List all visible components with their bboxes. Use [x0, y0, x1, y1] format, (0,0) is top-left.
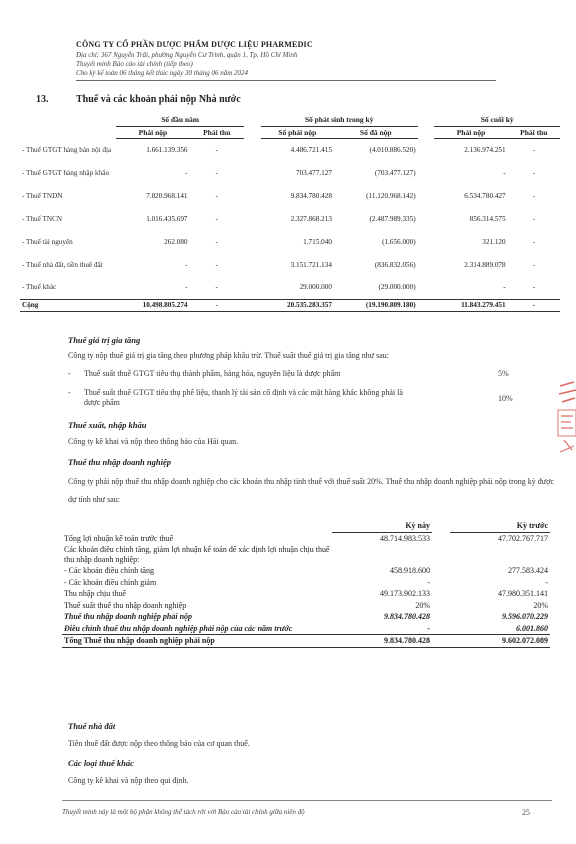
cit-row-label: - Các khoản điều chỉnh tăng [64, 566, 154, 575]
tax-cell: - [215, 214, 218, 223]
tax-row-label: - Thuế TNDN [22, 191, 63, 200]
tax-cell: - [532, 168, 535, 177]
cit-prior-value: 47.980.351.141 [498, 589, 548, 598]
section-number: 13. [36, 94, 49, 105]
tax-cell: 6.534.780.427 [464, 191, 506, 200]
bullet-dash: - [68, 388, 71, 397]
cit-table [62, 520, 550, 648]
tax-cell: 856.314.575 [469, 214, 506, 223]
tax-row [20, 230, 560, 253]
cit-row-label: Thu nhập chịu thuế [64, 589, 126, 598]
tax-cell: 262.080 [164, 237, 188, 246]
tax-row [20, 161, 560, 184]
total-label: Cộng [20, 299, 116, 311]
vat-intro: Công ty nộp thuế giá trị gia tăng theo phương pháp khấu trừ. Thuế suất thuế giá trị gia tăng như sau: [68, 351, 390, 360]
cit-row-label: Thuế thu nhập doanh nghiệp phải nộp [64, 612, 193, 621]
cit-row [62, 565, 550, 577]
cit-prior-value: - [545, 577, 548, 587]
cit-row-label: Điều chỉnh thuế thu nhập doanh nghiệp phải nộp của các năm trước [64, 623, 293, 633]
tax-cell: (703.477.127) [374, 168, 416, 177]
total-cell: 20.535.283.357 [261, 299, 334, 311]
tax-cell: (836.832.056) [374, 260, 416, 269]
tax-cell: 2.314.889.078 [464, 260, 506, 269]
vat-heading: Thuế giá trị gia tăng [68, 335, 141, 345]
tax-cell: 1.016.435.697 [146, 214, 188, 223]
cit-row-label: - Các khoản điều chỉnh giảm [64, 577, 157, 587]
total-cell: 11.843.279.451 [434, 299, 507, 311]
tax-cell: - [215, 283, 218, 292]
tax-cell: - [503, 168, 506, 177]
cit-total-label: Tổng Thuế thu nhập doanh nghiệp phải nộp [62, 635, 332, 648]
total-cell: 10.498.805.274 [116, 299, 189, 311]
tax-row [20, 138, 560, 161]
tax-cell: 7.820.968.141 [146, 191, 188, 200]
tax-row-label: - Thuế TNCN [22, 214, 63, 223]
tax-payable-table [20, 113, 560, 312]
tax-cell: (4.010.886.520) [369, 145, 416, 154]
cit-current-value: 48.714.983.533 [380, 533, 430, 543]
cit-current-value: 9.834.780.428 [384, 612, 430, 621]
cit-prior-value: 47.702.767.717 [498, 533, 548, 543]
total-cell: (19.190.809.180) [334, 299, 418, 311]
land-tax-text: Tiền thuê đất được nộp theo thông báo của cơ quan thuế. [68, 739, 250, 748]
footer-divider [62, 800, 552, 801]
import-export-heading: Thuế xuất, nhập khẩu [68, 420, 147, 430]
tax-cell: - [532, 214, 535, 223]
col-head: Phải thu [508, 126, 560, 138]
cit-current-value: - [427, 577, 430, 587]
company-name: CÔNG TY CỔ PHẦN DƯỢC PHẨM DƯỢC LIỆU PHARMEDIC [76, 40, 313, 49]
tax-row-label: - Thuế nhà đất, tiền thuê đất [22, 260, 103, 269]
cit-prior-value: 9.596.070.229 [502, 612, 548, 621]
company-address: Địa chỉ: 367 Nguyễn Trãi, phường Nguyễn Cư Trinh, quận 1, Tp. Hồ Chí Minh [76, 51, 298, 59]
tax-cell: - [503, 283, 506, 292]
cit-total-row [62, 635, 550, 648]
cit-current-value [332, 544, 432, 565]
bullet-dash: - [68, 369, 71, 378]
col-group-opening: Số đầu năm [116, 113, 244, 126]
cit-prior-value: 6.001.860 [516, 623, 548, 633]
col-head: Phải nộp [116, 126, 189, 138]
cit-row [62, 532, 550, 544]
cit-row-label: Thuế suất thuế thu nhập doanh nghiệp [64, 600, 187, 610]
tax-cell: - [185, 283, 188, 292]
cit-current-value: 20% [415, 600, 430, 610]
col-head: Phải thu [190, 126, 244, 138]
tax-cell: (1.656.000) [382, 237, 416, 246]
vat-item-rate: 10% [498, 394, 513, 403]
cit-text: Công ty phải nộp thuế thu nhập doanh nghiệp cho các khoản thu nhập tính thuế với thuế suất 20%. Thuế thu nhập doanh nghiệp phải nộp trong kỳ được dự tính như sau: [68, 477, 554, 504]
cit-current-value: - [427, 623, 430, 633]
page-number: 25 [522, 808, 530, 817]
tax-total-row [20, 299, 560, 311]
vat-item-text: Thuế suất thuế GTGT tiêu thụ phế liệu, thanh lý tài sản cố định và các mặt hàng khác không phải là dược phẩm [84, 388, 403, 407]
tax-cell: 4.486.721.415 [290, 145, 332, 154]
header-divider [76, 80, 496, 81]
cit-col-current: Kỳ này [332, 520, 432, 532]
tax-cell: - [532, 191, 535, 200]
tax-cell: 703.477.127 [295, 168, 332, 177]
period-note: Cho kỳ kế toán 06 tháng kết thúc ngày 30 tháng 06 năm 2024 [76, 69, 249, 77]
cit-total-current: 9.834.780.428 [332, 635, 432, 648]
cit-row [62, 600, 550, 612]
tax-cell: - [185, 168, 188, 177]
tax-cell: 2.327.868.213 [290, 214, 332, 223]
cit-row-label: Tổng lợi nhuận kế toán trước thuế [64, 533, 174, 543]
tax-cell: 1.661.139.356 [146, 145, 188, 154]
tax-cell: 9.834.780.428 [290, 191, 332, 200]
cit-current-value: 458.918.600 [390, 566, 430, 575]
tax-row-label: - Thuế khác [22, 283, 57, 292]
tax-cell: - [215, 237, 218, 246]
tax-cell: - [532, 283, 535, 292]
tax-cell: 321.120 [482, 237, 506, 246]
other-tax-text: Công ty kê khai và nộp theo qui định. [68, 776, 189, 785]
vat-item-rate: 5% [498, 369, 509, 378]
cit-prior-value: 277.583.424 [508, 566, 548, 575]
tax-row-label: - Thuế GTGT hàng nhập khẩu [22, 168, 109, 177]
cit-row [62, 623, 550, 635]
total-cell: - [508, 299, 560, 311]
tax-row-label: - Thuế GTGT hàng bán nội địa [22, 145, 112, 154]
tax-cell: - [215, 260, 218, 269]
cit-prior-value: 20% [533, 600, 548, 610]
col-head: Số phải nộp [261, 126, 334, 138]
report-note: Thuyết minh Báo cáo tài chính (tiếp theo) [76, 60, 193, 68]
cit-current-value: 49.173.902.133 [380, 589, 430, 598]
col-head: Phải nộp [434, 126, 507, 138]
tax-cell: - [215, 145, 218, 154]
import-export-text: Công ty kê khai và nộp theo thông báo của Hải quan. [68, 437, 239, 446]
tax-cell: - [185, 260, 188, 269]
tax-cell: 3.151.721.134 [290, 260, 332, 269]
col-head: Số đã nộp [334, 126, 418, 138]
tax-cell: (11.120.968.142) [366, 191, 416, 200]
total-cell: - [190, 299, 244, 311]
tax-cell: (29.000.000) [378, 283, 416, 292]
tax-cell: 1.715.040 [303, 237, 332, 246]
col-group-closing: Số cuối kỳ [434, 113, 560, 126]
tax-cell: - [215, 168, 218, 177]
cit-row [62, 544, 550, 565]
cit-prior-value [450, 544, 550, 565]
tax-row [20, 207, 560, 230]
tax-cell: 29.000.000 [299, 283, 332, 292]
tax-row [20, 184, 560, 207]
tax-cell: - [532, 237, 535, 246]
tax-row [20, 276, 560, 299]
tax-cell: - [532, 145, 535, 154]
cit-col-prior: Kỳ trước [450, 520, 550, 532]
land-tax-heading: Thuế nhà đất [68, 721, 116, 731]
cit-heading: Thuế thu nhập doanh nghiệp [68, 457, 171, 467]
tax-cell: - [215, 191, 218, 200]
footer-note: Thuyết minh này là một bộ phận không thể tách rời với Báo cáo tài chính giữa niên độ [62, 808, 305, 816]
red-seal-stamp [556, 380, 576, 460]
tax-cell: 2.136.974.251 [464, 145, 506, 154]
cit-row [62, 588, 550, 600]
tax-cell: - [532, 260, 535, 269]
cit-row [62, 577, 550, 589]
tax-row-label: - Thuế tài nguyên [22, 237, 73, 246]
cit-row-label: Các khoản điều chỉnh tăng, giảm lợi nhuận kế toán để xác định lợi nhuận chịu thuế thu nhập doanh nghiệp: [64, 545, 330, 564]
other-tax-heading: Các loại thuế khác [68, 758, 134, 768]
vat-item-text: Thuế suất thuế GTGT tiêu thụ thành phẩm, hàng hóa, nguyên liệu là dược phẩm [84, 369, 341, 378]
col-group-period: Số phát sinh trong kỳ [261, 113, 418, 126]
tax-cell: (2.487.989.335) [369, 214, 416, 223]
cit-row [62, 611, 550, 623]
section-title: Thuế và các khoản phải nộp Nhà nước [76, 94, 241, 105]
tax-row [20, 253, 560, 276]
cit-total-prior: 9.602.072.089 [450, 635, 550, 648]
